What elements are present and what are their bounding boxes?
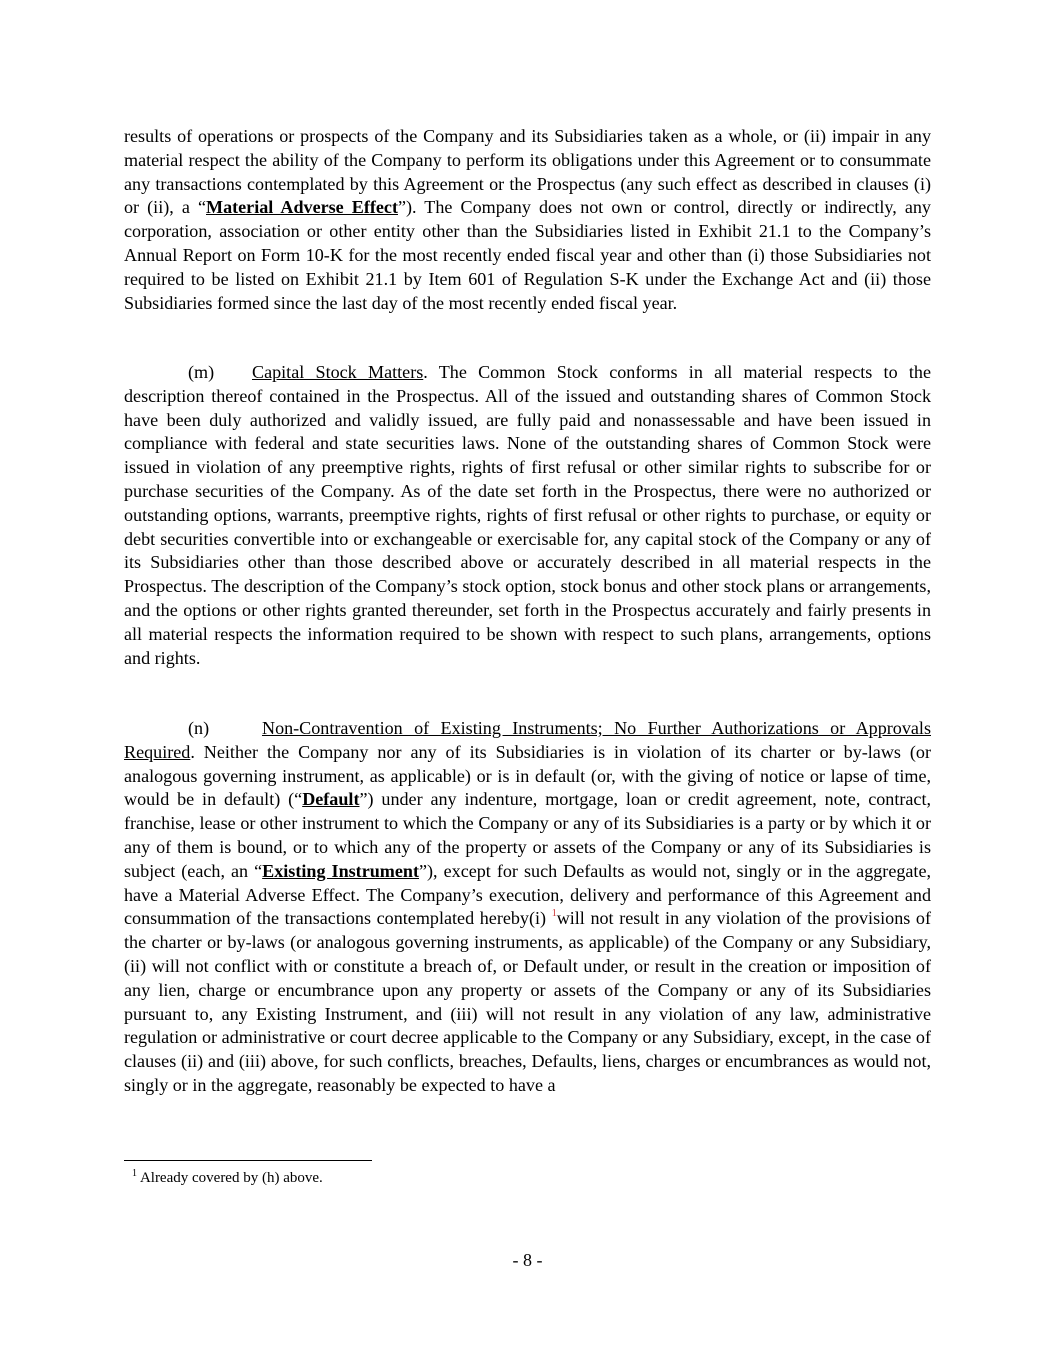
section-m-paragraph [124, 361, 931, 696]
footnote-reference-link[interactable]: 1 [551, 908, 557, 920]
footnote-text: Already covered by (h) above. [139, 1170, 323, 1186]
defined-term-existing-instrument: Existing Instrument [262, 860, 419, 881]
section-m-text: . The Common Stock conforms in all material respects to the description thereof contained in the Prospectus. All of the issued and outstanding shares of Common Stock have been duly authorized and validly issued, are fully paid and nonassessable and have been issued in compliance with federal and state securities laws. None of the outstanding shares of Common Stock were issued in violation of any preemptive rights, rights of first refusal or other similar rights to subscribe for or purchase securities of the Company. As of the date set forth in the Prospectus, there were no authorized or outstanding options, warrants, preemptive rights, rights of first refusal or other rights to purchase, or equity or debt securities convertible into or exchangeable or exercisable for, any capital stock of the Company or any of its Subsidiaries other than those described above or accurately described in all material respects in the Prospectus. The description of the Company’s stock option, stock bonus and other stock plans or arrangements, and the options or other rights granted thereunder, set forth in the Prospectus accurately and fairly presents in all material respects the information required to be shown with respect to such plans, arrangements, options and rights. [124, 362, 931, 668]
document-body [124, 125, 931, 1098]
section-n-text-3: ”), except for such Defaults as would not, singly or in the aggregate, have a Material Adverse Effect. The Company’s execution, delivery and performance of this Agreement and consummation of the transactions contemplated hereby(i) [124, 860, 932, 929]
section-n-heading: Non-Contravention of Existing Instruments; No Further Authorizations or Approvals Required [124, 718, 931, 762]
paragraph-l-continuation [124, 125, 931, 340]
section-m-heading: Capital Stock Matters [252, 362, 424, 382]
paragraph-l-text-1: results of operations or prospects of the Company and its Subsidiaries taken as a whole, or (ii) impair in any material respect the ability of the Company to perform its obligations under this Agreement or to consummate any transactions contemplated by this Agreement or the Prospectus (any such effect as described in clauses (i) or (ii), a “ [124, 126, 931, 218]
section-n-paragraph [124, 717, 931, 1098]
footnote-number: 1 [132, 1168, 137, 1179]
section-n-text-2: ”) under any indenture, mortgage, loan or credit agreement, note, contract, franchise, lease or other instrument to which the Company or any of its Subsidiaries is a party or by which it or any of them is bound, or to which any of the property or assets of the Company or any of its Subsidiaries is subject (each, an “ [124, 789, 932, 881]
section-n-text-4: will not result in any violation of the provisions of the charter or by-laws (or analogous governing instruments, as applicable) of the Company or any Subsidiary, (ii) will not conflict with or constitute a breach of, or Default under, or result in the creation or imposition of any lien, charge or encumbrance upon any property or assets of the Company or any of its Subsidiaries pursuant to, any Existing Instrument, and (iii) will not result in any violation of any law, administrative regulation or administrative or court decree applicable to the Company or any Subsidiary, except, in the case of clauses (ii) and (iii) above, for such conflicts, breaches, Defaults, liens, charges or encumbrances as would not, singly or in the aggregate, reasonably be expected to have a [124, 908, 931, 1095]
section-n-marker: (n) [188, 718, 210, 738]
page-number: - 8 - [512, 1250, 543, 1270]
section-m-marker: (m) [188, 362, 215, 382]
defined-term-material-adverse-effect: Material Adverse Effect [206, 197, 398, 218]
section-n-text-1: . Neither the Company nor any of its Subsidiaries is in violation of its charter or by-laws (or analogous governing instrument, as applicable) or is in default (or, with the giving of notice or lapse of time, would be in default) (“ [124, 741, 931, 810]
footnote-separator [124, 1160, 372, 1161]
paragraph-l-text-2: ”). The Company does not own or control, directly or indirectly, any corporation, association or other entity other than the Subsidiaries listed in Exhibit 21.1 to the Company’s Annual Report on Form 10-K for the most recently ended fiscal year and other than (i) those Subsidiaries not required to be listed on Exhibit 21.1 by Item 601 of Regulation S-K under the Exchange Act and (ii) those Subsidiaries formed since the last day of the most recently ended fiscal year. [124, 197, 931, 313]
footnote [132, 1168, 323, 1188]
defined-term-default: Default [302, 789, 360, 810]
